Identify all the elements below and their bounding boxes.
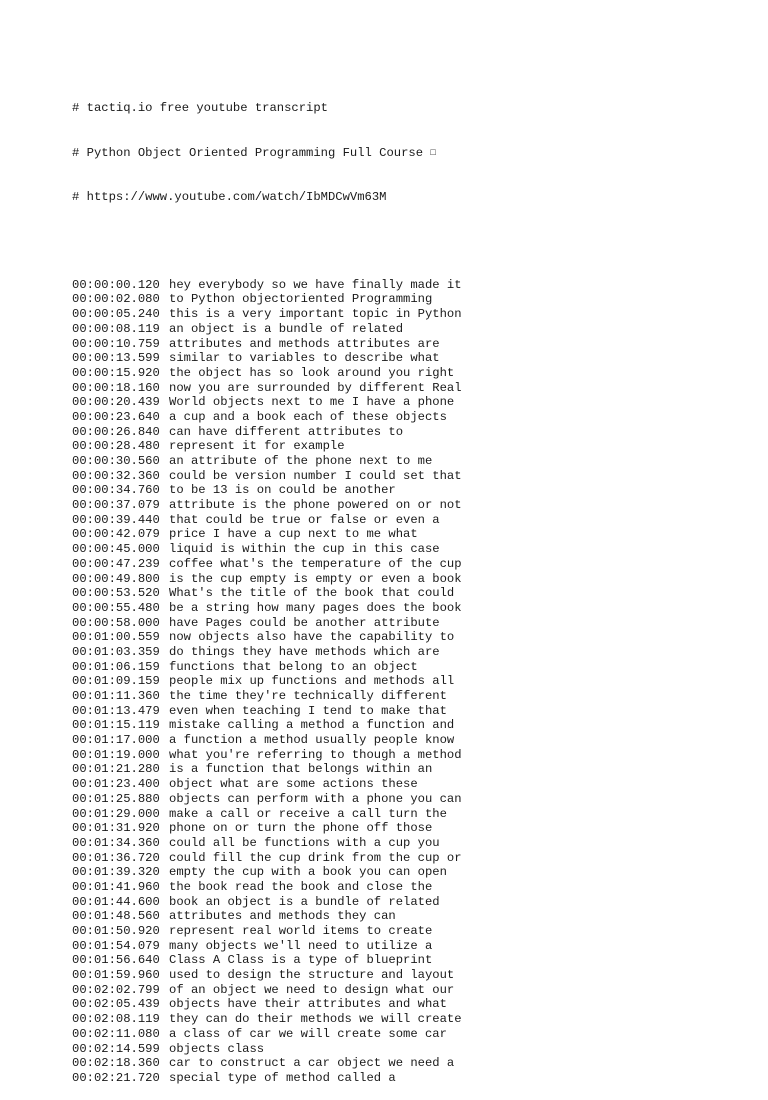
transcript-line bbox=[72, 337, 462, 352]
timestamp: 00:01:59.960 bbox=[72, 968, 160, 983]
transcript-line bbox=[72, 880, 462, 895]
timestamp: 00:02:08.119 bbox=[72, 1012, 160, 1027]
timestamp: 00:01:09.159 bbox=[72, 674, 160, 689]
timestamp: 00:01:11.360 bbox=[72, 689, 160, 704]
timestamp: 00:00:49.800 bbox=[72, 571, 160, 586]
transcript-text: mistake calling a method a function and bbox=[169, 718, 455, 733]
timestamp: 00:01:17.000 bbox=[72, 733, 160, 748]
timestamp: 00:01:25.880 bbox=[72, 791, 160, 806]
transcript-line bbox=[72, 1027, 462, 1042]
transcript-text: represent real world items to create bbox=[169, 924, 433, 939]
transcript-text: could fill the cup drink from the cup or bbox=[169, 850, 462, 865]
transcript-line bbox=[72, 821, 462, 836]
timestamp: 00:00:58.000 bbox=[72, 615, 160, 630]
transcript-text: attribute is the phone powered on or not bbox=[169, 498, 462, 513]
transcript-text: now objects also have the capability to bbox=[169, 630, 455, 645]
timestamp: 00:00:00.120 bbox=[72, 277, 160, 292]
transcript-text: special type of method called a bbox=[169, 1070, 396, 1085]
timestamp: 00:00:18.160 bbox=[72, 380, 160, 395]
timestamp: 00:01:41.960 bbox=[72, 879, 160, 894]
timestamp: 00:00:05.240 bbox=[72, 307, 160, 322]
header-title-line bbox=[72, 101, 462, 116]
timestamp: 00:01:06.159 bbox=[72, 659, 160, 674]
timestamp: 00:00:26.840 bbox=[72, 424, 160, 439]
header-url-line bbox=[72, 190, 462, 205]
header-course-line bbox=[72, 146, 462, 161]
transcript-line bbox=[72, 674, 462, 689]
transcript-line bbox=[72, 1056, 462, 1071]
header-title-text: # tactiq.io free youtube transcript bbox=[72, 101, 328, 116]
transcript-line bbox=[72, 1042, 462, 1057]
transcript-text: a function a method usually people know bbox=[169, 733, 455, 748]
transcript-line bbox=[72, 278, 462, 293]
transcript-line bbox=[72, 807, 462, 822]
transcript-line bbox=[72, 733, 462, 748]
header-url-text: # https://www.youtube.com/watch/IbMDCwVm63M bbox=[72, 189, 387, 204]
transcript-text: used to design the structure and layout bbox=[169, 968, 455, 983]
transcript-line bbox=[72, 454, 462, 469]
transcript-text: hey everybody so we have finally made it bbox=[169, 277, 462, 292]
transcript-line bbox=[72, 616, 462, 631]
transcript-line bbox=[72, 469, 462, 484]
transcript-text: do things they have methods which are bbox=[169, 644, 440, 659]
timestamp: 00:02:18.360 bbox=[72, 1056, 160, 1071]
timestamp: 00:00:55.480 bbox=[72, 600, 160, 615]
timestamp: 00:01:54.079 bbox=[72, 938, 160, 953]
timestamp: 00:01:34.360 bbox=[72, 835, 160, 850]
timestamp: 00:01:48.560 bbox=[72, 909, 160, 924]
transcript-line bbox=[72, 483, 462, 498]
timestamp: 00:00:23.640 bbox=[72, 409, 160, 424]
transcript-text: to Python objectoriented Programming bbox=[169, 292, 433, 307]
timestamp: 00:01:44.600 bbox=[72, 894, 160, 909]
timestamp: 00:01:15.119 bbox=[72, 718, 160, 733]
transcript-text: now you are surrounded by different Real bbox=[169, 380, 462, 395]
transcript-text: objects can perform with a phone you can bbox=[169, 791, 462, 806]
transcript-line bbox=[72, 630, 462, 645]
transcript-line bbox=[72, 762, 462, 777]
transcript-text: this is a very important topic in Python bbox=[169, 307, 462, 322]
transcript-text: is the cup empty is empty or even a book bbox=[169, 571, 462, 586]
transcript-text: people mix up functions and methods all bbox=[169, 674, 455, 689]
transcript-text: an object is a bundle of related bbox=[169, 321, 404, 336]
transcript-line bbox=[72, 381, 462, 396]
timestamp: 00:00:15.920 bbox=[72, 365, 160, 380]
timestamp: 00:00:20.439 bbox=[72, 395, 160, 410]
transcript-line bbox=[72, 601, 462, 616]
transcript-text: the object has so look around you right bbox=[169, 365, 455, 380]
timestamp: 00:01:50.920 bbox=[72, 924, 160, 939]
transcript-line bbox=[72, 322, 462, 337]
transcript-line bbox=[72, 395, 462, 410]
timestamp: 00:00:42.079 bbox=[72, 527, 160, 542]
transcript-line bbox=[72, 1071, 462, 1086]
transcript-text: empty the cup with a book you can open bbox=[169, 865, 447, 880]
transcript-line bbox=[72, 983, 462, 998]
transcript-line bbox=[72, 924, 462, 939]
transcript-text: they can do their methods we will create bbox=[169, 1012, 462, 1027]
transcript-text: an attribute of the phone next to me bbox=[169, 454, 433, 469]
transcript-text: a cup and a book each of these objects bbox=[169, 409, 447, 424]
transcript-line bbox=[72, 836, 462, 851]
transcript-document bbox=[72, 72, 462, 1100]
transcript-line bbox=[72, 1012, 462, 1027]
timestamp: 00:00:08.119 bbox=[72, 321, 160, 336]
transcript-text: that could be true or false or even a bbox=[169, 512, 440, 527]
transcript-line bbox=[72, 704, 462, 719]
timestamp: 00:01:19.000 bbox=[72, 747, 160, 762]
blank-line bbox=[72, 234, 462, 249]
timestamp: 00:01:00.559 bbox=[72, 630, 160, 645]
transcript-text: the time they're technically different bbox=[169, 689, 447, 704]
transcript-line bbox=[72, 586, 462, 601]
timestamp: 00:01:03.359 bbox=[72, 644, 160, 659]
transcript-text: represent it for example bbox=[169, 439, 345, 454]
timestamp: 00:01:36.720 bbox=[72, 850, 160, 865]
transcript-text: What's the title of the book that could bbox=[169, 586, 455, 601]
transcript-line bbox=[72, 307, 462, 322]
timestamp: 00:02:14.599 bbox=[72, 1041, 160, 1056]
transcript-line bbox=[72, 513, 462, 528]
transcript-line bbox=[72, 953, 462, 968]
transcript-line bbox=[72, 557, 462, 572]
timestamp: 00:00:45.000 bbox=[72, 542, 160, 557]
timestamp: 00:00:02.080 bbox=[72, 292, 160, 307]
transcript-text: attributes and methods they can bbox=[169, 909, 396, 924]
transcript-text: can have different attributes to bbox=[169, 424, 404, 439]
transcript-text: a class of car we will create some car bbox=[169, 1026, 447, 1041]
timestamp: 00:00:34.760 bbox=[72, 483, 160, 498]
timestamp: 00:02:05.439 bbox=[72, 997, 160, 1012]
transcript-line bbox=[72, 527, 462, 542]
timestamp: 00:00:37.079 bbox=[72, 498, 160, 513]
transcript-text: liquid is within the cup in this case bbox=[169, 542, 440, 557]
transcript-line bbox=[72, 718, 462, 733]
timestamp: 00:01:21.280 bbox=[72, 762, 160, 777]
timestamp: 00:00:28.480 bbox=[72, 439, 160, 454]
transcript-text: have Pages could be another attribute bbox=[169, 615, 440, 630]
transcript-line bbox=[72, 968, 462, 983]
timestamp: 00:01:39.320 bbox=[72, 865, 160, 880]
transcript-line bbox=[72, 410, 462, 425]
timestamp: 00:00:30.560 bbox=[72, 454, 160, 469]
transcript-line bbox=[72, 572, 462, 587]
transcript-text: the book read the book and close the bbox=[169, 879, 433, 894]
transcript-line bbox=[72, 777, 462, 792]
timestamp: 00:02:21.720 bbox=[72, 1070, 160, 1085]
transcript-line bbox=[72, 997, 462, 1012]
transcript-line bbox=[72, 851, 462, 866]
transcript-text: object what are some actions these bbox=[169, 777, 418, 792]
transcript-text: functions that belong to an object bbox=[169, 659, 418, 674]
transcript-text: to be 13 is on could be another bbox=[169, 483, 396, 498]
transcript-lines bbox=[72, 278, 462, 1086]
transcript-line bbox=[72, 748, 462, 763]
transcript-line bbox=[72, 865, 462, 880]
transcript-line bbox=[72, 792, 462, 807]
transcript-text: phone on or turn the phone off those bbox=[169, 821, 433, 836]
timestamp: 00:00:32.360 bbox=[72, 468, 160, 483]
transcript-text: attributes and methods attributes are bbox=[169, 336, 440, 351]
timestamp: 00:01:56.640 bbox=[72, 953, 160, 968]
timestamp: 00:02:11.080 bbox=[72, 1026, 160, 1041]
transcript-text: many objects we'll need to utilize a bbox=[169, 938, 433, 953]
transcript-text: coffee what's the temperature of the cup bbox=[169, 556, 462, 571]
timestamp: 00:00:10.759 bbox=[72, 336, 160, 351]
transcript-text: of an object we need to design what our bbox=[169, 982, 455, 997]
transcript-line bbox=[72, 660, 462, 675]
transcript-line bbox=[72, 292, 462, 307]
transcript-text: book an object is a bundle of related bbox=[169, 894, 440, 909]
transcript-line bbox=[72, 439, 462, 454]
timestamp: 00:01:29.000 bbox=[72, 806, 160, 821]
transcript-text: even when teaching I tend to make that bbox=[169, 703, 447, 718]
transcript-line bbox=[72, 366, 462, 381]
transcript-text: be a string how many pages does the book bbox=[169, 600, 462, 615]
transcript-text: car to construct a car object we need a bbox=[169, 1056, 455, 1071]
transcript-line bbox=[72, 542, 462, 557]
transcript-text: objects have their attributes and what bbox=[169, 997, 447, 1012]
transcript-line bbox=[72, 689, 462, 704]
header-course-text: # Python Object Oriented Programming Full Course bbox=[72, 145, 424, 160]
transcript-line bbox=[72, 645, 462, 660]
transcript-text: make a call or receive a call turn the bbox=[169, 806, 447, 821]
transcript-text: what you're referring to though a method bbox=[169, 747, 462, 762]
timestamp: 00:01:13.479 bbox=[72, 703, 160, 718]
timestamp: 00:00:53.520 bbox=[72, 586, 160, 601]
transcript-text: Class A Class is a type of blueprint bbox=[169, 953, 433, 968]
missing-glyph-icon: □ bbox=[430, 147, 436, 158]
transcript-line bbox=[72, 425, 462, 440]
transcript-text: could all be functions with a cup you bbox=[169, 835, 440, 850]
timestamp: 00:00:47.239 bbox=[72, 556, 160, 571]
timestamp: 00:01:23.400 bbox=[72, 777, 160, 792]
timestamp: 00:01:31.920 bbox=[72, 821, 160, 836]
transcript-line bbox=[72, 909, 462, 924]
transcript-line bbox=[72, 498, 462, 513]
transcript-text: is a function that belongs within an bbox=[169, 762, 433, 777]
timestamp: 00:00:39.440 bbox=[72, 512, 160, 527]
transcript-text: objects class bbox=[169, 1041, 265, 1056]
timestamp: 00:00:13.599 bbox=[72, 351, 160, 366]
timestamp: 00:02:02.799 bbox=[72, 982, 160, 997]
transcript-line bbox=[72, 895, 462, 910]
transcript-text: World objects next to me I have a phone bbox=[169, 395, 455, 410]
transcript-text: could be version number I could set that bbox=[169, 468, 462, 483]
transcript-text: similar to variables to describe what bbox=[169, 351, 440, 366]
transcript-line bbox=[72, 939, 462, 954]
transcript-line bbox=[72, 351, 462, 366]
transcript-text: price I have a cup next to me what bbox=[169, 527, 418, 542]
